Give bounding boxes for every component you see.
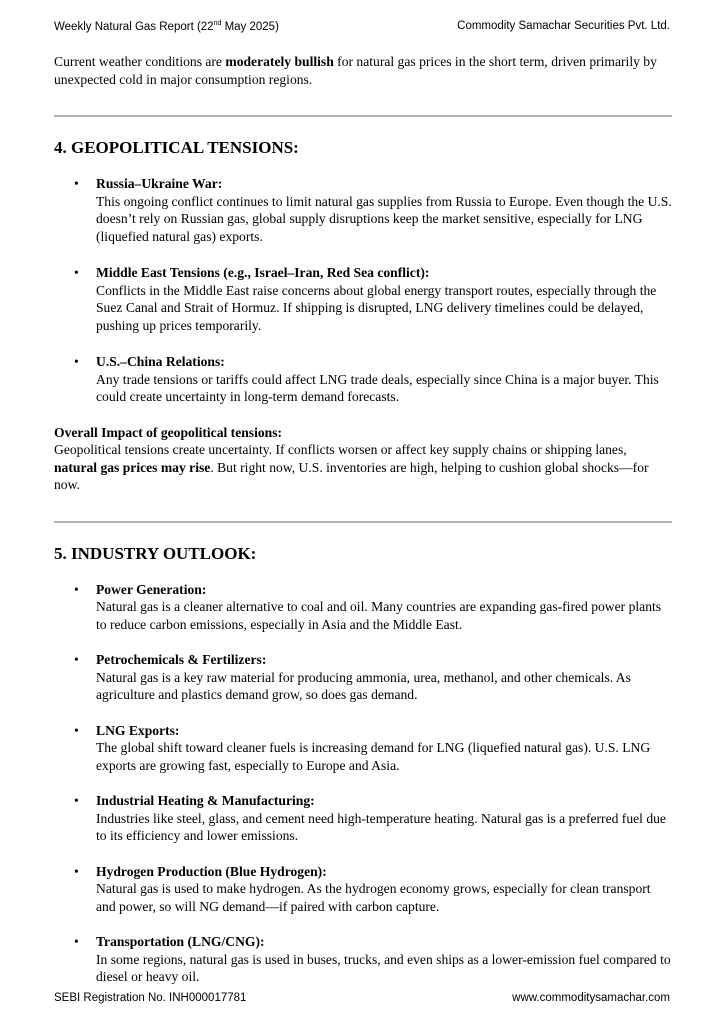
list-item [54,581,672,634]
section-heading-geopolitical: 4. GEOPOLITICAL TENSIONS: [54,138,299,157]
bullet-icon: • [74,581,79,597]
list-item-text: In some regions, natural gas is used in buses, trucks, and even ships as a lower-emission fuel compared to diesel or heavy oil. [96,951,671,984]
company-name: Commodity Samachar Securities Pvt. Ltd. [457,20,670,32]
weather-summary-emphasis: moderately bullish [225,54,334,69]
bullet-icon: • [74,722,79,738]
report-title [54,20,279,33]
impact-text-start: Geopolitical tensions create uncertainty. If conflicts worsen or affect key supply chains or shipping lanes, [54,442,627,457]
list-item-title: Transportation (LNG/CNG): [96,934,265,949]
list-item-text: Conflicts in the Middle East raise concerns about global energy transport routes, especially through the Suez Canal and Strait of Hormuz. If shipping is disrupted, LNG delivery timelines could be delayed, pushing up prices temporarily. [96,282,657,333]
sebi-registration: SEBI Registration No. INH000017781 [54,992,247,1004]
list-item-text: The global shift toward cleaner fuels is increasing demand for LNG (liquefied natural gas). U.S. LNG exports are growing fast, especially to Europe and Asia. [96,740,651,773]
list-item-title: LNG Exports: [96,722,180,738]
industry-list [54,581,672,986]
bullet-icon: • [74,934,79,949]
list-item [54,792,672,845]
section-divider [54,115,672,117]
list-item [54,353,672,406]
list-item [54,264,672,334]
weather-summary-text: Current weather conditions are [54,54,226,69]
bullet-icon: • [74,354,79,369]
bullet-icon: • [74,176,79,191]
list-item-text: Natural gas is a cleaner alternative to coal and oil. Many countries are expanding gas-fired power plants to reduce carbon emissions, especially in Asia and the Middle East. [96,599,662,632]
list-item-title: Industrial Heating & Manufacturing: [96,793,315,808]
list-item [54,863,672,916]
list-item [54,722,672,775]
list-item-title: Petrochemicals & Fertilizers: [96,652,267,667]
list-item [54,933,672,986]
report-title-prefix: Weekly Natural Gas Report (22 [54,20,214,33]
impact-text [54,441,672,494]
section-heading-industry: 5. INDUSTRY OUTLOOK: [54,543,257,563]
bullet-icon: • [74,652,79,667]
impact-text-emphasis: natural gas prices may rise [54,459,211,475]
geopolitical-list [54,175,672,406]
weather-summary [54,53,672,88]
page-body [54,53,672,986]
section-divider [54,521,672,523]
report-title-suffix: May 2025) [221,20,279,33]
page-header [54,20,670,36]
list-item-title: Power Generation: [96,581,207,597]
page-footer [54,992,670,1008]
list-item-title: Middle East Tensions (e.g., Israel–Iran, Red Sea conflict): [96,265,430,280]
weather-summary-text-end: for natural gas prices in the short term, driven primarily by unexpected cold in major consumption regions. [54,54,657,87]
list-item-text: Natural gas is used to make hydrogen. As the hydrogen economy grows, especially for clean transport and power, so will NG demand—if paired with carbon capture. [96,881,651,914]
list-item-title: Hydrogen Production (Blue Hydrogen): [96,863,327,879]
list-item-text: Industries like steel, glass, and cement need high-temperature heating. Natural gas is a preferred fuel due to its efficiency and lower emissions. [96,810,666,843]
list-item-title: Russia–Ukraine War: [96,176,223,191]
list-item-text: This ongoing conflict continues to limit natural gas supplies from Russia to Europe. Even though the U.S. doesn’t rely on Russian gas, global supply disruptions keep the market sensitive, especially for LNG (liquefied natural gas) exports. [96,193,672,244]
impact-title-text: Overall Impact of geopolitical tensions: [54,424,283,440]
list-item-title: U.S.–China Relations: [96,354,225,369]
report-title-ordinal: nd [213,20,222,27]
list-item [54,651,672,704]
list-item-text: Any trade tensions or tariffs could affect LNG trade deals, especially since China is a major buyer. This could create uncertainty in long-term demand forecasts. [96,371,659,404]
list-item [54,175,672,245]
impact-title [54,424,672,442]
bullet-icon: • [74,863,79,879]
impact-text-end: . But right now, U.S. inventories are high, helping to cushion global shocks—for now. [54,459,649,492]
website-link[interactable]: www.commoditysamachar.com [512,992,670,1004]
list-item-text: Natural gas is a key raw material for producing ammonia, urea, methanol, and other chemicals. As agriculture and plastics demand grow, so does gas demand. [96,669,631,702]
bullet-icon: • [74,793,79,808]
bullet-icon: • [74,265,79,280]
